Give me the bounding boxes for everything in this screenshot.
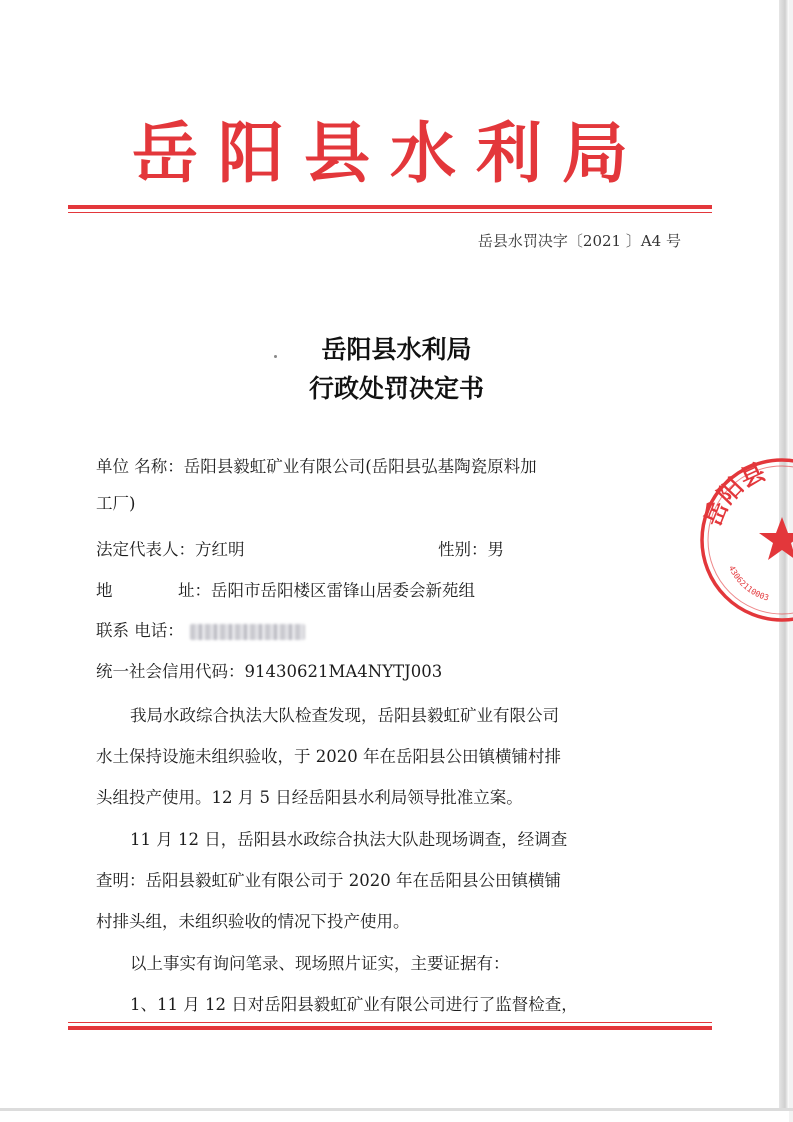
paragraph-2-line-2: 查明：岳阳县毅虹矿业有限公司于 2020 年在岳阳县公田镇横铺 xyxy=(96,871,561,890)
phone-row xyxy=(96,619,305,643)
gender-label: 性别： xyxy=(438,540,488,559)
document-number: 岳县水罚决字〔2021 〕A4 号 xyxy=(477,232,681,250)
address-value-row xyxy=(178,579,475,603)
gender-value: 男 xyxy=(487,540,504,559)
seal-text: 岳阳县 xyxy=(698,457,770,531)
footer-red-line-thin xyxy=(68,1022,712,1023)
address-label-1: 地 xyxy=(96,581,113,600)
credit-code-row xyxy=(96,660,442,684)
representative-value: 方红明 xyxy=(195,540,245,559)
masthead-red-line-thin xyxy=(68,212,712,213)
representative-row xyxy=(96,538,245,562)
paragraph-1-line-3: 头组投产使用。12 月 5 日经岳阳县水利局领导批准立案。 xyxy=(96,788,523,807)
paragraph-2-line-1: 11 月 12 日，岳阳县水政综合执法大队赴现场调查，经调查 xyxy=(130,830,568,849)
official-seal xyxy=(697,455,793,625)
credit-code-label: 统一社会信用代码： xyxy=(96,662,245,681)
unit-name-continuation: 工厂) xyxy=(96,494,136,513)
unit-name-label: 单位 名称： xyxy=(96,457,184,476)
seal-star-icon xyxy=(759,517,793,560)
credit-code-value: 91430621MA4NYTJ003 xyxy=(244,662,443,681)
phone-redacted xyxy=(190,624,305,640)
unit-name-row xyxy=(96,455,537,479)
address-row xyxy=(96,579,113,603)
agency-masthead: 岳阳县水利局 xyxy=(132,115,648,192)
paragraph-2-line-3: 村排头组，未组织验收的情况下投产使用。 xyxy=(96,912,410,931)
paragraph-1-line-1: 我局水政综合执法大队检查发现，岳阳县毅虹矿业有限公司 xyxy=(130,706,559,725)
phone-label: 联系 电话： xyxy=(96,621,184,640)
title-line-1: 岳阳县水利局 xyxy=(321,335,472,364)
address-value: 岳阳市岳阳楼区雷锋山居委会新苑组 xyxy=(211,581,475,600)
representative-label: 法定代表人： xyxy=(96,540,195,559)
paragraph-1-line-2: 水土保持设施未组织验收，于 2020 年在岳阳县公田镇横铺村排 xyxy=(96,747,561,766)
seal-code: 43062110003 xyxy=(726,564,770,603)
unit-name-value: 岳阳县毅虹矿业有限公司(岳阳县弘基陶瓷原料加 xyxy=(183,457,537,476)
gender-row xyxy=(438,538,504,562)
address-label-2: 址： xyxy=(178,581,211,600)
scan-edge-bottom xyxy=(0,1108,793,1111)
paragraph-4-line-1: 1、11 月 12 日对岳阳县毅虹矿业有限公司进行了监督检查， xyxy=(130,995,578,1014)
title-line-2: 行政处罚决定书 xyxy=(308,374,484,403)
paragraph-3-line-1: 以上事实有询问笔录、现场照片证实，主要证据有： xyxy=(130,954,510,973)
footer-red-line-thick xyxy=(68,1026,712,1030)
masthead-red-line-thick xyxy=(68,205,712,209)
